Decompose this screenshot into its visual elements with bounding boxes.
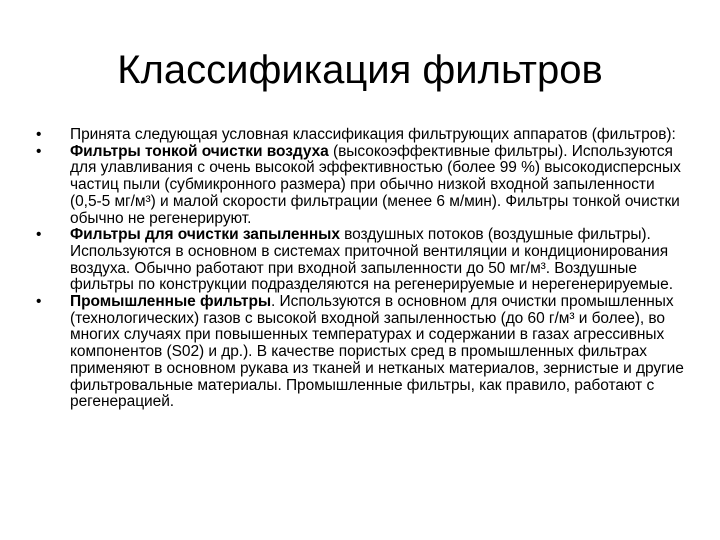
bullet-mark: • <box>36 226 42 244</box>
bullet-mark: • <box>36 126 42 143</box>
bullet-item <box>36 227 686 294</box>
bullet-mark: • <box>36 293 42 311</box>
bullet-bold-term: Фильтры тонкой очистки воздуха <box>70 142 329 160</box>
bullet-text: (высокоэффективные фильтры). Используются для улавливания с очень высокой эффективностью (более 99 %) высокодисперсных частиц пыли (субмикронного размера) при обычно низкой входной запыленности (0,5-5 мг/м³) и малой скорости фильтрации (менее 6 м/мин). Фильтры тонкой очистки обычно не регенерируют. <box>70 142 681 227</box>
bullet-text: воздушных потоков (воздушные фильтры). Используются в основном в системах приточной вентиляции и кондиционирования воздуха. Обычно работают при входной запыленности до 50 мг/м³. Воздушные фильтры по конструкции подразделяются на регенерируемые и нерегенерируемые. <box>70 226 673 294</box>
bullet-mark: • <box>36 142 42 160</box>
bullet-item <box>36 144 686 228</box>
bullet-item <box>36 294 686 411</box>
slide-title: Классификация фильтров <box>117 48 603 92</box>
bullet-text: . Используются в основном для очистки промышленных (технологических) газов с высокой входной запыленностью (до 60 г/м³ и более), во многих случаях при повышенных температурах и содержании в газах агрессивных компонентов (S02) и др.). В качестве пористых сред в промышленных фильтрах применяют в основном рукава из тканей и нетканых материалов, зернистые и другие фильтровальные материалы. Промышленные фильтры, как правило, работают с регенерацией. <box>70 293 684 411</box>
bullet-text: Принята следующая условная классификация фильтрующих аппаратов (фильтров): <box>70 126 676 143</box>
bullet-bold-term: Промышленные фильтры <box>70 293 272 311</box>
bullet-list <box>36 127 686 411</box>
bullet-item <box>36 127 686 144</box>
bullet-bold-term: Фильтры для очистки запыленных <box>70 226 340 244</box>
